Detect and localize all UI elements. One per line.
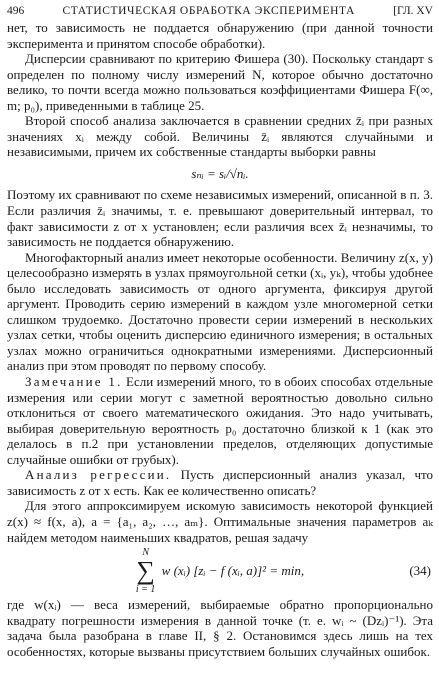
regression-text: Пусть дисперсионный анализ указал, что зависимость z от x есть. Как ее количественно описать? <box>7 467 434 498</box>
paragraph-remark-1 <box>7 374 433 467</box>
running-header <box>7 4 433 18</box>
sum-upper-limit: N <box>142 547 149 559</box>
remark-heading: Замечание 1. <box>25 374 123 390</box>
paragraph-8: Для этого аппроксимируем искомую зависимость некоторой функцией z(x) ≈ f(x, a), a = {a₁, a₂, …, aₘ}. Оптимальные значения параметров aₖ найдем методом наименьших квадратов, решая задачу <box>7 498 433 545</box>
paragraph-5: Многофакторный анализ имеет некоторые особенности. Величину z(x, y) целесообразно измерять в узлах прямоугольной сетки (xᵢ, yₖ), чтобы удобнее было исследовать зависимость от одного аргумента, фиксируя другой аргумент. Проводить серию измерений в каждом узле многомерной сетки слишком трудоемко. Достаточно провести серии измерений в нескольких узлах сетки, чтобы оценить дисперсию единичного измерения; в остальных узлах можно ограничиться однократными измерениями. Дисперсионный анализ при этом проводят по первому способу. <box>7 249 433 374</box>
chapter-marker: [ГЛ. XV <box>393 5 433 17</box>
running-title: СТАТИСТИЧЕСКАЯ ОБРАБОТКА ЭКСПЕРИМЕНТА <box>62 5 355 17</box>
paragraph-3: Второй способ анализа заключается в сравнении средних z̄ᵢ при разных значениях xᵢ между собой. Величины z̄ᵢ являются случайными и независимыми, причем их собственные стандарты выборки равны <box>7 113 433 160</box>
regression-heading: Анализ регрессии. <box>25 467 172 483</box>
sum-lower-limit: i = 1 <box>135 584 156 596</box>
paragraph-1: нет, то зависимость не поддается обнаружению (при данной точности эксперимента и принятом способе обработки). <box>7 20 433 51</box>
sigma-glyph: ∑ <box>136 556 155 586</box>
paragraph-2: Дисперсии сравнивают по критерию Фишера (30). Поскольку стандарт s определен по полному числу измерений N, которое обычно достаточно велико, то почти всегда можно пользоваться коэффициентами Фишера F(∞, m; p₀), приведенными в таблице 25. <box>7 51 433 113</box>
paragraph-regression <box>7 467 433 498</box>
formula-least-squares <box>7 547 433 595</box>
least-squares-expression: w (xᵢ) [zᵢ − f (xᵢ, a)]² = min, <box>161 563 305 579</box>
remark-text: Если измерений много, то в обоих способах отдельные измерения или серии могут с заметной вероятностью довольно сильно отклониться от своего математического ожидания. Это надо учитывать, выбирая доверительную вероятность p₀ достаточно близкой к 1 (как это делалось в п.2 при установлении пределов, отделяющих допустимые случайные ошибки от грубых). <box>7 374 433 467</box>
page-number: 496 <box>7 5 25 17</box>
formula-standard-error: sₙᵢ = sᵢ/√nᵢ. <box>191 165 249 181</box>
summation-symbol <box>136 547 156 595</box>
equation-number: (34) <box>409 563 431 579</box>
paragraph-4: Поэтому их сравнивают по схеме независимых измерений, описанной в п. 3. Если различия z̄ᵢ значимы, т. е. превышают доверительный интервал, то факт зависимости z от x установлен; если различия всех z̄ᵢ незначимы, то зависимость не поддается обнаружению. <box>7 187 433 250</box>
paragraph-9: где w(xᵢ) — веса измерений, выбираемые обратно пропорционально квадрату погрешности измерения в данной точке (т. е. wᵢ ~ (Dzᵢ)⁻¹). Эта задача была разобрана в главе II, § 2. Остановимся здесь лишь на тех особенностях, которые вызваны присутствием больших случайных ошибок. <box>7 597 433 659</box>
